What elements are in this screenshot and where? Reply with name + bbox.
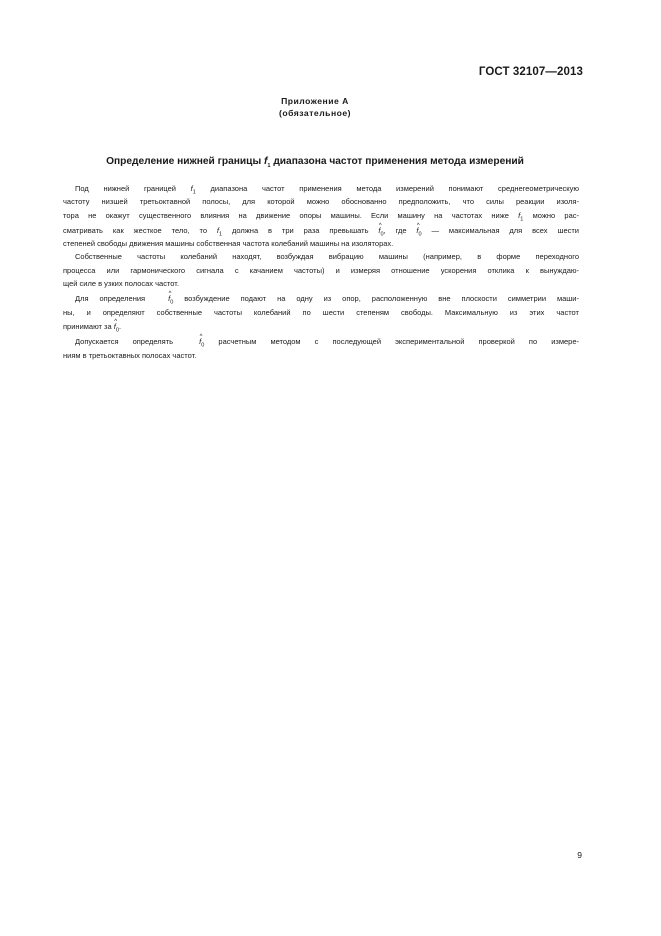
paragraph-1-line-1: Под нижней границей $f_1$ диапазона частот применения метода измерений понимают среднегеометрическую <box>75 184 579 196</box>
math-variable-hat: ^ $f_0$ <box>114 320 119 338</box>
paragraph-3-line-2: ны, и определяют собственные частоты колебаний по шести степеням свободы. Максимальную из этих частот <box>63 307 579 317</box>
paragraph-1-line-5: степеней свободы движения машины собственная частота колебаний машины на изоляторах. <box>63 239 394 249</box>
paragraph-1-line-4: сматривать как жесткое тело, то $f_1$ должна в три раза превышать ^ $f_0$, где ^ $f_0$ — максимальная для всех шести <box>63 224 579 237</box>
paragraph-3-line-3: принимают за ^ $f_0$. <box>63 320 579 333</box>
math-variable-hat: ^ $f_0$ <box>378 224 383 242</box>
body-text <box>63 182 579 362</box>
math-variable-hat: ^ $f_0$ <box>187 335 204 353</box>
section-title: Определение нижней границы $f_1$ диапазона частот применения метода измерений <box>106 156 524 170</box>
math-variable: $f_1$ <box>263 156 271 170</box>
paragraph-4-line-1: Допускается определять ^ $f_0$ расчетным методом с последующей экспериментальной проверкой по измере- <box>63 335 579 348</box>
math-variable: $f_1$ <box>216 225 223 238</box>
paragraph-2-line-3: щей силе в узких полосах частот. <box>63 279 179 289</box>
paragraph-2-line-1: Собственные частоты колебаний находят, возбуждая вибрацию машины (например, в форме переходного <box>75 252 579 262</box>
paragraph-1-line-2: частоту низшей третьоктавной полосы, для которой можно обоснованно предположить, что силы реакции изоля- <box>63 197 579 207</box>
page-number: 9 <box>577 850 582 860</box>
math-variable-hat: ^ $f_0$ <box>156 292 173 310</box>
paragraph-3-line-1: Для определения ^ $f_0$ возбуждение подают на одну из опор, расположенную вне плоскости симметрии маши- <box>63 292 579 305</box>
standard-code: ГОСТ 32107—2013 <box>478 66 583 78</box>
math-variable: $f_1$ <box>190 184 196 196</box>
paragraph-4-line-2: ниям в третьоктавных полосах частот. <box>63 350 197 360</box>
math-variable: $f_1$ <box>518 210 524 223</box>
appendix-subtitle: (обязательное) <box>278 108 352 118</box>
paragraph-1-line-3: тора не окажут существенного влияния на движение опоры машины. Если машину на частотах ниже $f_1$ можно рас- <box>63 210 579 223</box>
paragraph-2-line-2: процесса или гармонического сигнала с качанием частоты) и измеряя отношение ускорения отклика к вынуждаю- <box>63 265 579 275</box>
appendix-title: Приложение А <box>281 96 349 106</box>
math-variable-hat: ^ $f_0$ <box>416 224 421 242</box>
